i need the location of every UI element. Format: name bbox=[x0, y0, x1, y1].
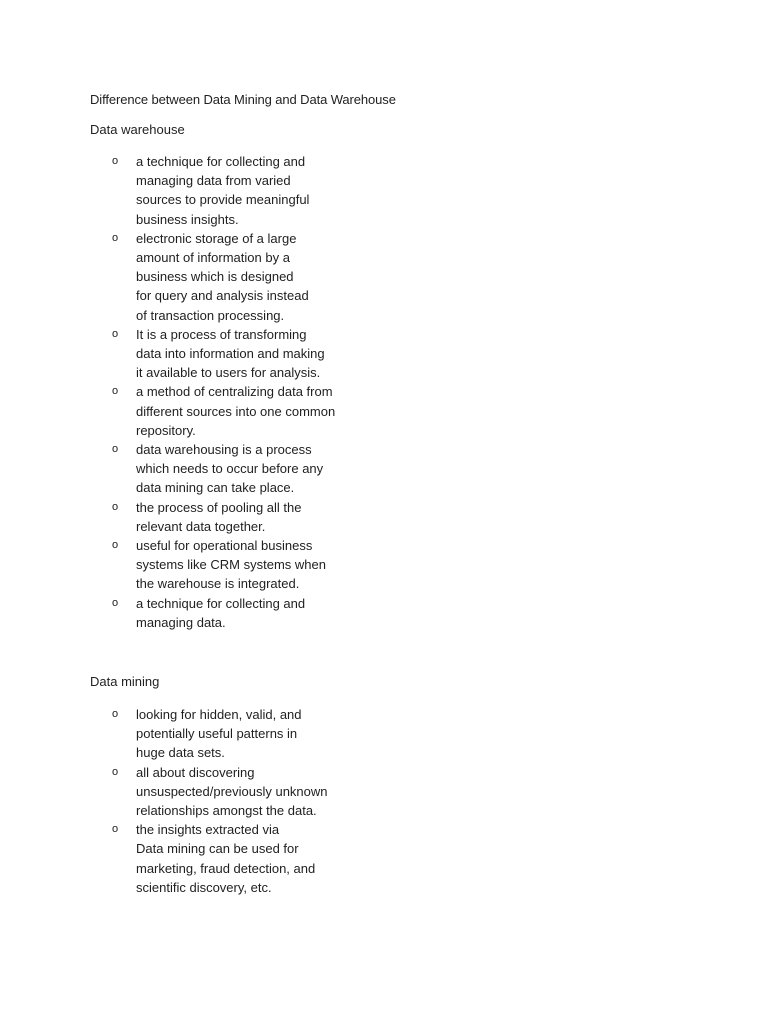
list-item-text-line: electronic storage of a large bbox=[136, 230, 297, 246]
bullet-list-data-warehouse bbox=[0, 152, 768, 632]
bullet-marker: o bbox=[112, 231, 119, 244]
list-item-text-line: managing data. bbox=[136, 614, 226, 630]
list-item-text-line: all about discovering bbox=[136, 764, 255, 780]
list-item-text-line: data into information and making bbox=[136, 346, 325, 362]
bullet-marker: o bbox=[112, 327, 119, 340]
list-item bbox=[0, 763, 396, 821]
list-item-text-line: different sources into one common bbox=[136, 403, 336, 419]
list-item-text-line: business insights. bbox=[136, 211, 239, 227]
list-item-text-line: the insights extracted via bbox=[136, 822, 280, 838]
bullet-list-data-mining bbox=[0, 705, 768, 897]
list-item-text-line: It is a process of transforming bbox=[136, 326, 307, 342]
list-item bbox=[0, 705, 396, 763]
list-item-text-line: the warehouse is integrated. bbox=[136, 576, 300, 592]
list-item-text-line: sources to provide meaningful bbox=[136, 192, 310, 208]
list-item-text-line: relevant data together. bbox=[136, 518, 266, 534]
list-item-text-line: business which is designed bbox=[136, 269, 294, 285]
list-item-text-line: data mining can take place. bbox=[136, 480, 295, 496]
list-item bbox=[0, 229, 396, 325]
list-item-text-line: for query and analysis instead bbox=[136, 288, 309, 304]
list-item-text-line: amount of information by a bbox=[136, 250, 290, 266]
list-item-text-line: repository. bbox=[136, 422, 196, 438]
list-item-text-line: the process of pooling all the bbox=[136, 499, 302, 515]
list-item-text-line: which needs to occur before any bbox=[136, 461, 324, 477]
list-item-text-line: systems like CRM systems when bbox=[136, 557, 326, 573]
list-item bbox=[0, 382, 396, 440]
list-item-text-line: Data mining can be used for bbox=[136, 841, 299, 857]
list-item bbox=[0, 152, 396, 229]
list-item-text-line: looking for hidden, valid, and bbox=[136, 707, 302, 722]
list-item-text-line: unsuspected/previously unknown bbox=[136, 783, 328, 799]
bullet-marker: o bbox=[112, 823, 119, 836]
list-item bbox=[0, 594, 396, 632]
bullet-marker: o bbox=[112, 443, 119, 456]
list-item-text-line: managing data from varied bbox=[136, 173, 291, 189]
list-item-text-line: useful for operational business bbox=[136, 538, 313, 554]
section-heading-data-mining: Data mining bbox=[90, 674, 160, 689]
list-item-text-line: marketing, fraud detection, and bbox=[136, 860, 316, 876]
document-title: Difference between Data Mining and Data Warehouse bbox=[90, 92, 396, 107]
list-item-text-line: a method of centralizing data from bbox=[136, 384, 333, 400]
list-item-text-line: of transaction processing. bbox=[136, 307, 285, 323]
list-item bbox=[0, 820, 396, 897]
section-heading-data-warehouse: Data warehouse bbox=[90, 122, 185, 137]
list-item-text-line: scientific discovery, etc. bbox=[136, 879, 272, 895]
list-item-text-line: a technique for collecting and bbox=[136, 595, 306, 611]
list-item-text-line: huge data sets. bbox=[136, 745, 225, 761]
list-item-text-line: it available to users for analysis. bbox=[136, 365, 321, 381]
list-item bbox=[0, 440, 396, 498]
bullet-marker: o bbox=[112, 500, 119, 513]
list-item-text-line: a technique for collecting and bbox=[136, 154, 306, 169]
list-item bbox=[0, 325, 396, 383]
list-item bbox=[0, 536, 396, 594]
bullet-marker: o bbox=[112, 596, 119, 609]
list-item-text-line: data warehousing is a process bbox=[136, 442, 312, 458]
bullet-marker: o bbox=[112, 155, 119, 167]
list-item-text-line: relationships amongst the data. bbox=[136, 803, 317, 819]
list-item bbox=[0, 498, 396, 536]
bullet-marker: o bbox=[112, 765, 119, 778]
list-item-text-line: potentially useful patterns in bbox=[136, 726, 298, 742]
bullet-marker: o bbox=[112, 708, 119, 720]
bullet-marker: o bbox=[112, 539, 119, 552]
bullet-marker: o bbox=[112, 385, 119, 398]
